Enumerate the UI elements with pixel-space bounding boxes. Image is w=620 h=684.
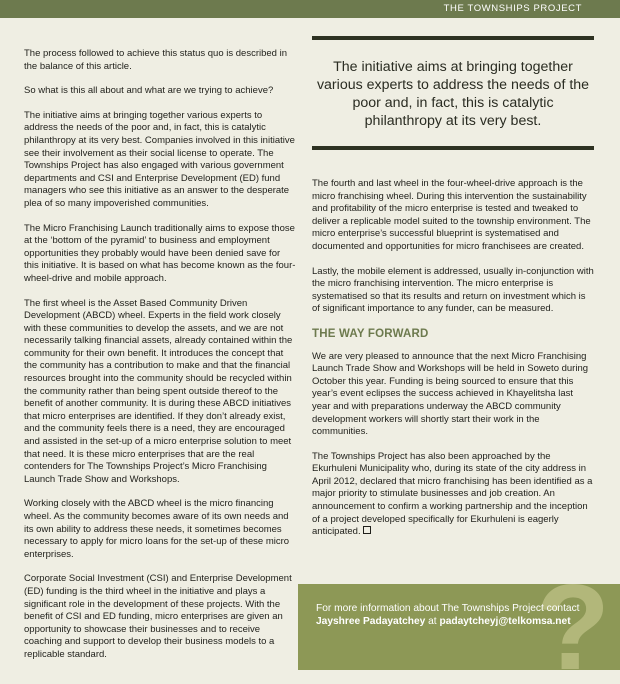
paragraph: Corporate Social Investment (CSI) and Enterprise Development (ED) funding is the third wheel in the initiative and plays a significant role in the development of these projects. With the benefit of CSI and ED funding, micro enterprises are given an opportunity to showcase their businesses and to receive coaching and support to develop their business models to a replicable standard. [24,573,292,660]
paragraph: The fourth and last wheel in the four-wheel-drive approach is the micro franchising wheel. During this intervention the sustainability and profitability of the micro enterprise is tested and tweaked to deliver a replicable model suited to the township environment. The micro enterprise’s successful blueprint is systematised and documented and opportunities for micro franchisees are created. [312,178,591,252]
contact-info-box [298,584,620,670]
paragraph: Working closely with the ABCD wheel is the micro financing wheel. As the community becomes aware of its own needs and its own ability to address these needs, it sometimes becomes necessary to apply for micro loans for the set-up of these micro enterprises. [24,498,290,560]
pull-quote: The initiative aims at bringing together various experts to address the needs of the poor and, in fact, this is catalytic philanthropy at its very best. [312,36,594,150]
contact-info-text [316,602,586,629]
header-bar [0,0,620,18]
section-heading: THE WAY FORWARD [312,327,429,340]
contact-name: Jayshree Padayatchey [316,616,426,628]
paragraph: So what is this all about and what are we trying to achieve? [24,85,274,97]
right-column [312,178,594,551]
question-mark-icon: ? [535,584,610,670]
paragraph: The process followed to achieve this status quo is described in the balance of this article. [24,48,287,72]
paragraph: We are very pleased to announce that the next Micro Franchising Launch Trade Show and Workshops will be held in Soweto during October this year. Funding is being sourced to ensure that this year’s event eclipses the success achieved in Khayelitsha last year and with preparations underway the ABCD community development workers will shortly start their work in the communities. [312,350,589,438]
paragraph: The initiative aims at bringing together various experts to address the needs of the poor and, in fact, this is catalytic philanthropy at its very best. Companies involved in this initiative see their involvement as their social license to operate. The Townships Project has also engaged with various government departments and CSI and Enterprise Development (ED) fund managers who see this initiative as an answer to the desperate plea of so many impoverished communities. [24,109,295,209]
info-intro: For more information about The Townships Project contact [316,603,580,614]
paragraph: The first wheel is the Asset Based Community Driven Development (ABCD) wheel. Experts in the field work closely with these communities to develop the assets, and we are not necessarily talking financial assets, already contained within the community for their own benefit. It introduces the concept that the community has a contribution to make and that the financial resources brought into the community should be recycled within the community rather than being spent outside thereof to the benefit of another community. It is during these ABCD initiatives that micro enterprises are identified. If they don’t already exist, and the community feels there is a need, they are encouraged and assisted in the set-up of a micro enterprise solution to meet that need. It is these micro enterprises that are the real contenders for The Townships Project’s Micro Franchising Launch Trade Show and Workshops. [24,297,293,485]
left-column [24,48,296,674]
paragraph: Lastly, the mobile element is addressed, usually in-conjunction with the micro franchising intervention. The micro enterprise is systematised so that its results and return on investment which is of significant importance to any funder, can be measured. [312,265,594,315]
paragraph: The Micro Franchising Launch traditionally aims to expose those at the ‘bottom of the pyramid’ to business and employment opportunities they probably would have been denied save for this initiative. It is based on what has become known as the four-wheel-drive and mobile approach. [24,222,296,284]
section-title: THE TOWNSHIPS PROJECT [443,3,582,14]
contact-email-link[interactable]: padaytcheyj@telkomsa.net [439,616,571,628]
end-mark-icon [363,526,371,534]
paragraph [312,451,594,539]
paragraph-text: The Townships Project has also been approached by the Ekurhuleni Municipality who, during its state of the city address in April 2012, declared that micro franchising has been identified as a major priority to stimulate businesses and job creation. An announcement to confirm a working partnership and the inception of a project developed specifically for Ekurhuleni is eagerly anticipated. [312,450,593,538]
info-at: at [425,616,440,628]
